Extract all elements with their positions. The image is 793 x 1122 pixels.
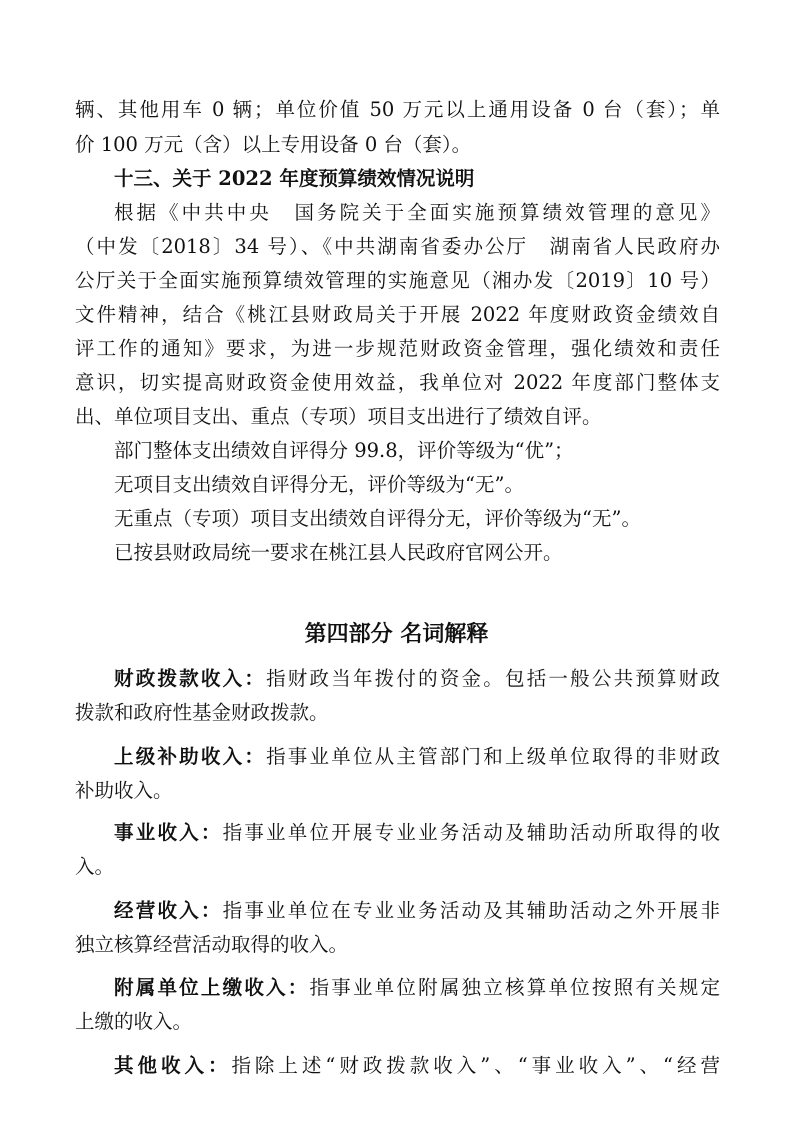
definition-text: 指事业单位在专业业务活动及其辅助活动之外开展非 bbox=[222, 899, 720, 922]
body-line: 评工作的通知》要求，为进一步规范财政资金管理，强化绩效和责任 bbox=[75, 337, 720, 360]
definition-term: 经营收入： bbox=[114, 899, 223, 922]
body-line: 文件精神，结合《桃江县财政局关于开展 2022 年度财政资金绩效自 bbox=[75, 303, 720, 326]
body-line: 出、单位项目支出、重点（专项）项目支出进行了绩效自评。 bbox=[75, 405, 602, 428]
definition-term: 事业收入： bbox=[114, 821, 223, 844]
part-title: 第四部分 名词解释 bbox=[304, 621, 489, 647]
body-line: 价 100 万元（含）以上专用设备 0 台（套）。 bbox=[75, 133, 472, 156]
definition-text: 指事业单位开展专业业务活动及辅助活动所取得的收 bbox=[222, 821, 720, 844]
body-line: 意识，切实提高财政资金使用效益，我单位对 2022 年度部门整体支 bbox=[75, 371, 720, 394]
definition-continuation: 入。 bbox=[75, 855, 115, 878]
definition-item bbox=[114, 1053, 720, 1079]
body-line: 辆、其他用车 0 辆；单位价值 50 万元以上通用设备 0 台（套）；单 bbox=[75, 98, 720, 121]
definition-continuation: 补助收入。 bbox=[75, 779, 173, 802]
body-line: 无重点（专项）项目支出绩效自评得分无，评价等级为“无”。 bbox=[114, 507, 641, 530]
definition-term: 附属单位上缴收入： bbox=[114, 976, 310, 999]
definition-item bbox=[114, 975, 720, 1001]
section-heading: 十三、关于 2022 年度预算绩效情况说明 bbox=[114, 167, 475, 190]
definition-item bbox=[114, 898, 720, 924]
body-line: 已按县财政局统一要求在桃江县人民政府官网公开。 bbox=[114, 541, 563, 564]
body-line: 公厅关于全面实施预算绩效管理的实施意见（湘办发〔2019〕10 号） bbox=[75, 269, 720, 292]
definition-text: 指事业单位从主管部门和上级单位取得的非财政 bbox=[266, 745, 720, 768]
definition-term: 上级补助收入： bbox=[114, 745, 267, 768]
body-line: 根据《中共中央 国务院关于全面实施预算绩效管理的意见》 bbox=[114, 201, 720, 224]
definition-term: 财政拨款收入： bbox=[114, 667, 267, 690]
definition-item bbox=[114, 744, 720, 770]
body-line: （中发〔2018〕34 号）、《中共湖南省委办公厅 湖南省人民政府办 bbox=[75, 235, 720, 258]
definition-term: 其他收入： bbox=[114, 1054, 232, 1077]
definition-item bbox=[114, 666, 720, 692]
body-line: 部门整体支出绩效自评得分 99.8，评价等级为“优”； bbox=[114, 439, 574, 462]
definition-item bbox=[114, 820, 720, 846]
definition-continuation: 拨款和政府性基金财政拨款。 bbox=[75, 701, 329, 724]
definition-continuation: 上缴的收入。 bbox=[75, 1010, 193, 1033]
definition-text: 指除上述“财政拨款收入”、“事业收入”、“经营 bbox=[231, 1054, 720, 1077]
body-line: 无项目支出绩效自评得分无，评价等级为“无”。 bbox=[114, 473, 524, 496]
definition-continuation: 独立核算经营活动取得的收入。 bbox=[75, 933, 349, 956]
definition-text: 指财政当年拨付的资金。包括一般公共预算财政 bbox=[266, 667, 720, 690]
definition-text: 指事业单位附属独立核算单位按照有关规定 bbox=[309, 976, 720, 999]
